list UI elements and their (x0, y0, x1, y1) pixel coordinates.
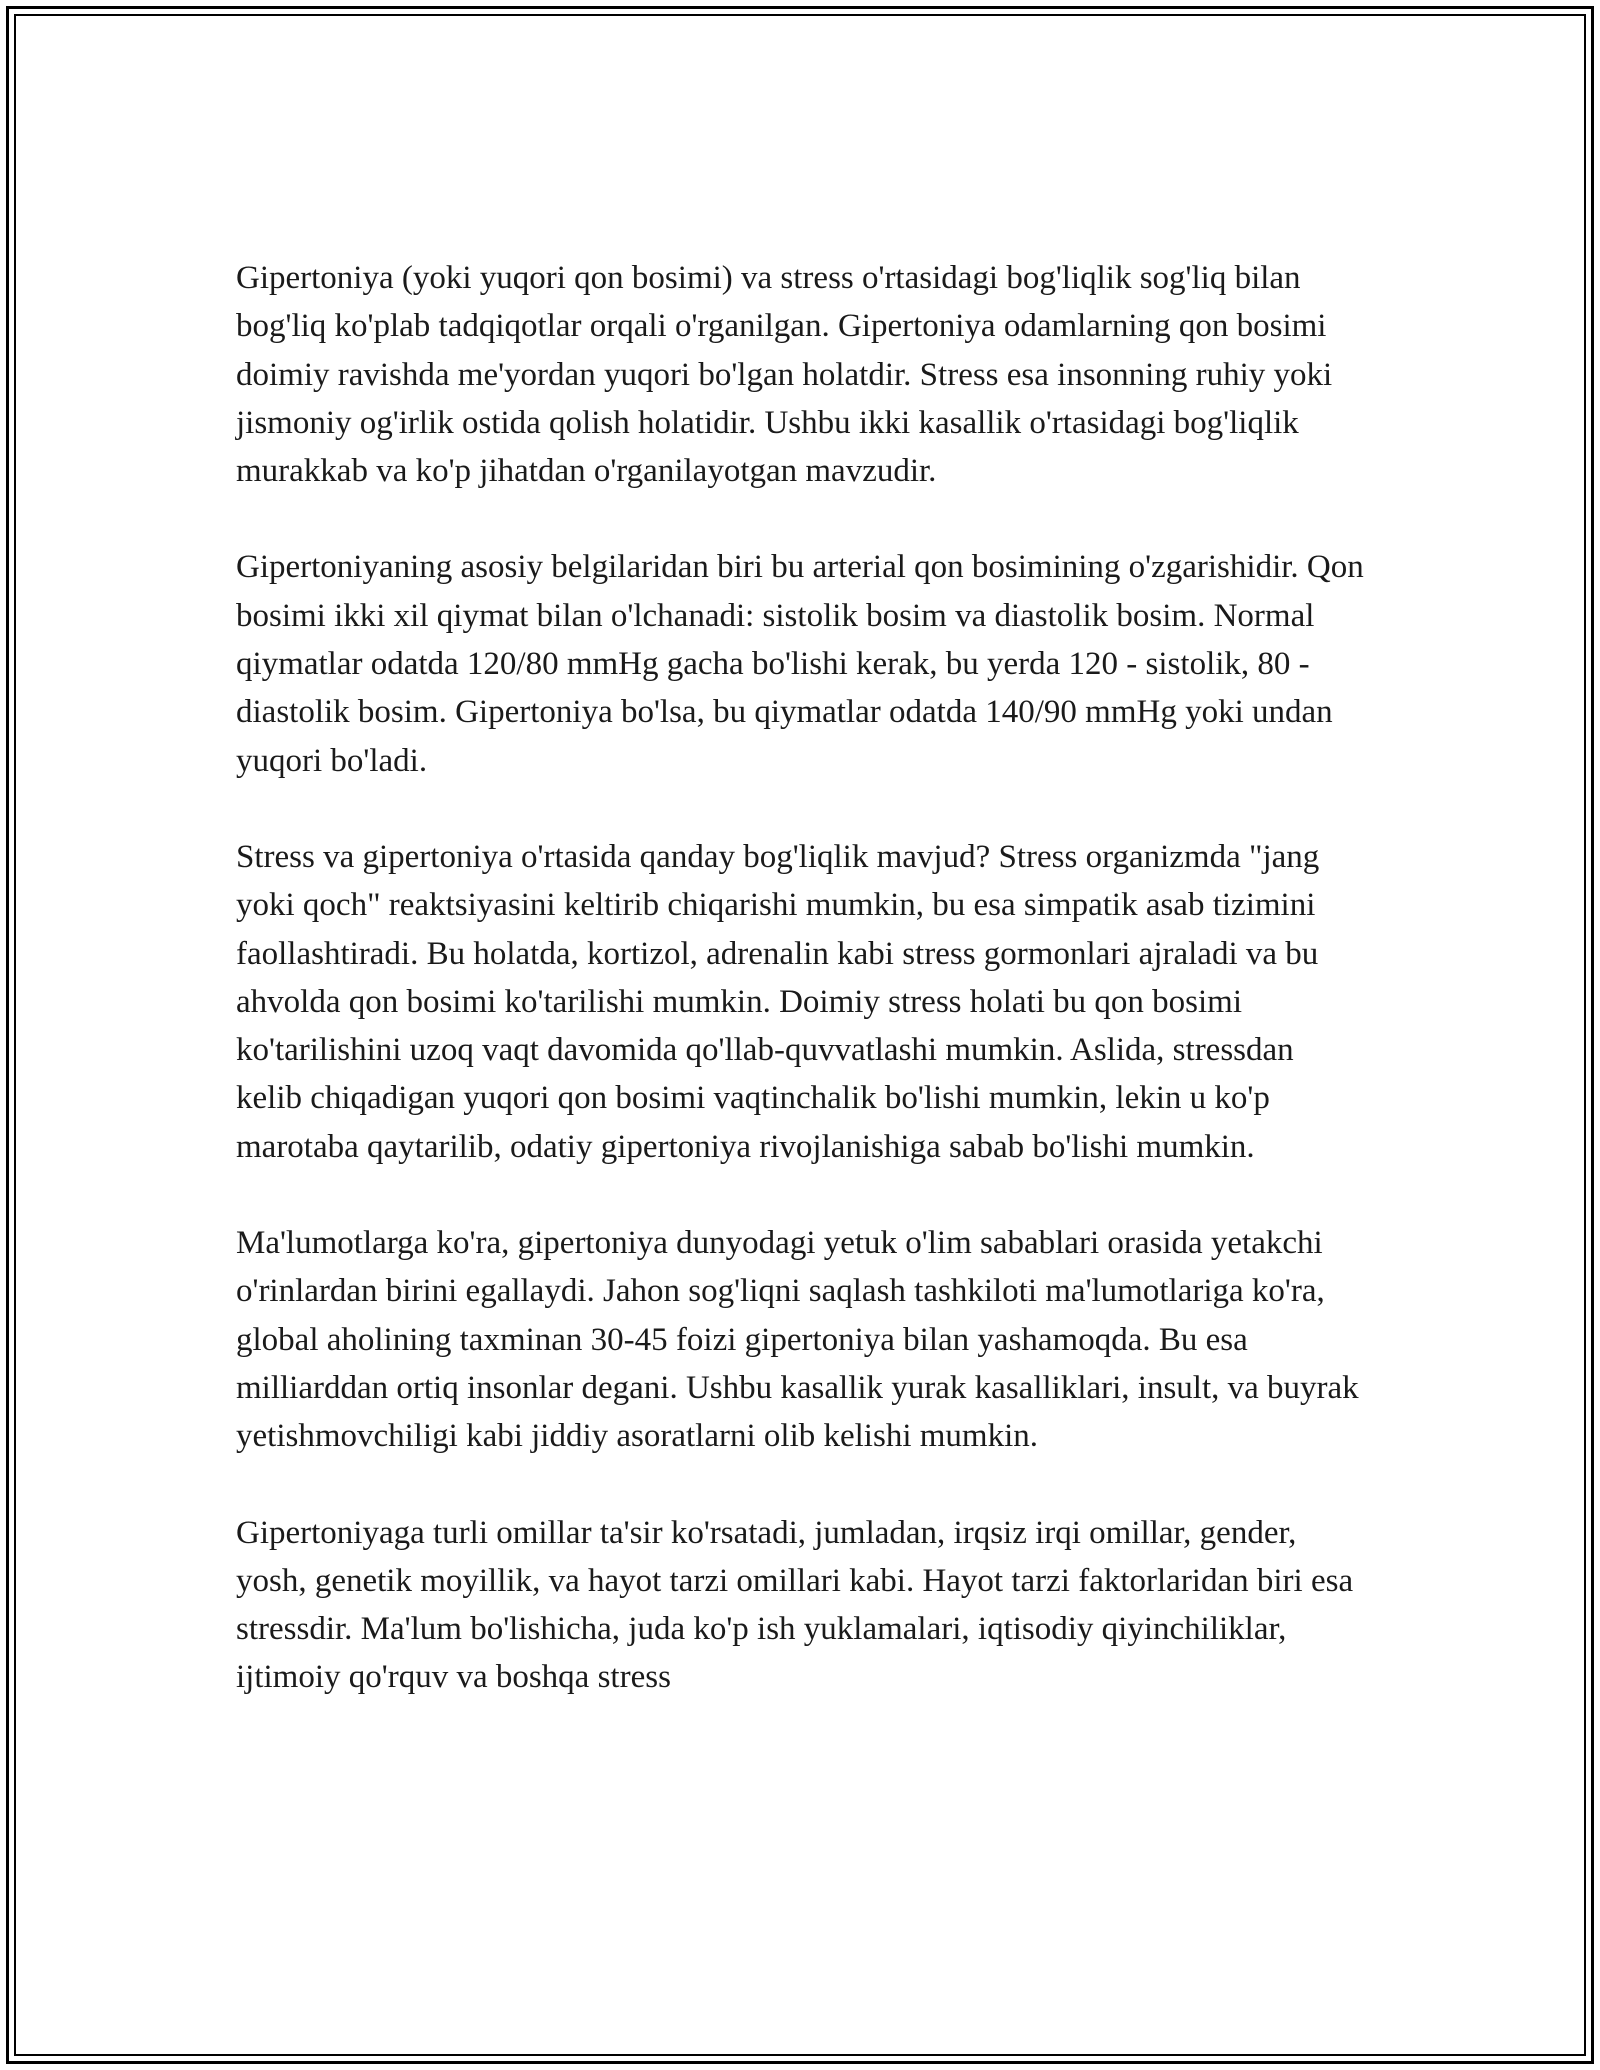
paragraph-3: Stress va gipertoniya o'rtasida qanday bog'liqlik mavjud? Stress organizmda "jang yoki qoch" reaktsiyasini keltirib chiqarishi mumkin, bu esa simpatik asab tizimini faollashtiradi. Bu holatda, kortizol, adrenalin kabi stress gormonlari ajraladi va bu ahvolda qon bosimi ko'tarilishi mumkin. Doimiy stress holati bu qon bosimi ko'tarilishini uzoq vaqt davomida qo'llab-quvvatlashi mumkin. Aslida, stressdan kelib chiqadigan yuqori qon bosimi vaqtinchalik bo'lishi mumkin, lekin u ko'p marotaba qaytarilib, odatiy gipertoniya rivojlanishiga sabab bo'lishi mumkin. (236, 838, 1320, 1165)
document-body (236, 254, 1366, 1750)
paragraph-1: Gipertoniya (yoki yuqori qon bosimi) va stress o'rtasidagi bog'liqlik sog'liq bilan bog'liq ko'plab tadqiqotlar orqali o'rganilgan. Gipertoniya odamlarning qon bosimi doimiy ravishda me'yordan yuqori bo'lgan holatdir. Stress esa insonning ruhiy yoki jismoniy og'irlik ostida qolish holatidir. Ushbu ikki kasallik o'rtasidagi bog'liqlik murakkab va ko'p jihatdan o'rganilayotgan mavzudir. (236, 260, 1333, 490)
paragraph-2: Gipertoniyaning asosiy belgilaridan biri bu arterial qon bosimining o'zgarishidir. Qon bosimi ikki xil qiymat bilan o'lchanadi: sistolik bosim va diastolik bosim. Normal qiymatlar odatda 120/80 mmHg gacha bo'lishi kerak, bu yerda 120 - sistolik, 80 - diastolik bosim. Gipertoniya bo'lsa, bu qiymatlar odatda 140/90 mmHg yoki undan yuqori bo'ladi. (236, 549, 1364, 779)
paragraph-5: Gipertoniyaga turli omillar ta'sir ko'rsatadi, jumladan, irqsiz irqi omillar, gender, yosh, genetik moyillik, va hayot tarzi omillari kabi. Hayot tarzi faktorlaridan biri esa stressdir. Ma'lum bo'lishicha, juda ko'p ish yuklamalari, iqtisodiy qiyinchiliklar, ijtimoiy qo'rquv va boshqa stress (236, 1514, 1354, 1696)
paragraph-4: Ma'lumotlarga ko'ra, gipertoniya dunyodagi yetuk o'lim sabablari orasida yetakchi o'rinlardan birini egallaydi. Jahon sog'liqni saqlash tashkiloti ma'lumotlariga ko'ra, global aholining taxminan 30-45 foizi gipertoniya bilan yashamoqda. Bu esa milliarddan ortiq insonlar degani. Ushbu kasallik yurak kasalliklari, insult, va buyrak yetishmovchiligi kabi jiddiy asoratlarni olib kelishi mumkin. (236, 1225, 1359, 1455)
